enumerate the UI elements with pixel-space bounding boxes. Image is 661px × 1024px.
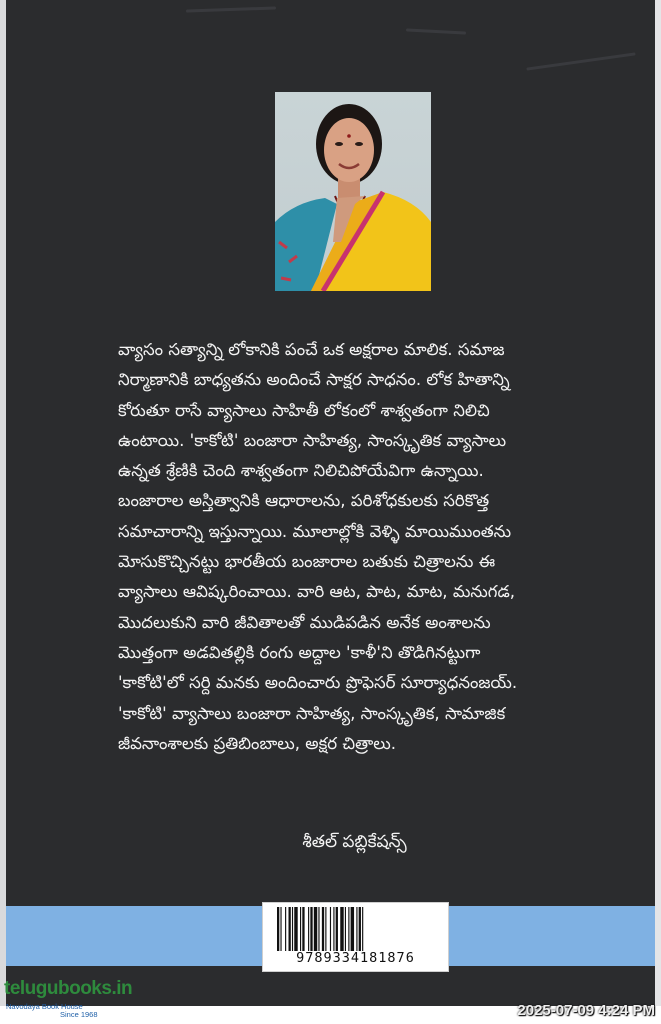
- watermark-since: Since 1968: [60, 1010, 98, 1019]
- barcode-bar: [325, 907, 326, 951]
- cover-scuff: [406, 28, 466, 34]
- blurb-line: జీవనాంశాలకు ప్రతిబింబాలు, అక్షర చిత్రాలు.: [118, 733, 396, 753]
- barcode-bar: [356, 907, 357, 951]
- barcode-bar: [362, 907, 363, 951]
- watermark-name: telugubooks.in: [4, 978, 133, 999]
- barcode-bar: [348, 907, 349, 951]
- blurb-line: 'కాకోటి'లో సర్ది మనకు అందించారు ప్రొఫెసర్ సూర్యాధనంజయ్.: [118, 673, 518, 693]
- cover-scuff: [526, 52, 635, 70]
- barcode-bar: [310, 907, 312, 951]
- photo-timestamp: 2025-07-09 4:24 PM: [517, 1002, 655, 1019]
- barcode-bar: [277, 907, 279, 951]
- page-edge-left: [0, 0, 6, 1006]
- barcode-bar: [336, 907, 338, 951]
- blurb-line: నిర్మాణానికి బాధ్యతను అందించే సాక్షర సాధనం. లోక హితాన్ని: [118, 370, 510, 390]
- blurb-line: వ్యాసం సత్యాన్ని లోకానికి పంచే ఒక అక్షరాల మాలిక. సమాజ: [118, 340, 505, 359]
- blurb-line: 'కాకోటి' వ్యాసాలు బంజారా సాహిత్య, సాంస్కృతిక, సామాజిక: [118, 703, 506, 723]
- blurb-line: బంజారాల అస్తిత్వానికి ఆధారాలను, పరిశోధకులకు సరికొత్త: [118, 491, 490, 511]
- author-photo: [275, 92, 431, 291]
- blurb-line: మొదలుకుని వారి జీవితాలతో ముడిపడిన అనేక అంశాలను: [118, 612, 491, 632]
- barcode-bar: [292, 907, 293, 951]
- barcode-bar: [308, 907, 309, 951]
- barcode-bars: [277, 907, 437, 951]
- barcode-bar: [330, 907, 331, 951]
- store-watermark-logo: [4, 978, 134, 1020]
- barcode-bar: [289, 907, 291, 951]
- blurb-line: మొత్తంగా అడవితల్లికి రంగు అద్దాల 'కాళీ'ని తొడిగినట్టుగా: [118, 642, 481, 662]
- blurb-line: ఉన్నత శ్రేణికి చెంది శాశ్వతంగా నిలిచిపోయేవిగా ఉన్నాయి.: [118, 461, 484, 481]
- barcode-bar: [302, 907, 304, 951]
- blurb-line: సమాచారాన్ని ఇస్తున్నాయి. మూలాల్లోకి వెళ్ళి మాయిముంతను: [118, 521, 512, 541]
- blurb-line: వ్యాసాలు ఆవిష్కరించాయి. వారి ఆట, పాట, మాట, మనుగడ,: [118, 582, 516, 602]
- barcode-bar: [300, 907, 301, 951]
- blurb-line: ఉంటాయి. 'కాకోటి' బంజారా సాహిత్య, సాంస్కృతిక వ్యాసాలు: [118, 430, 507, 450]
- book-back-cover: [6, 0, 655, 1006]
- barcode-bar: [359, 907, 361, 951]
- barcode-bar: [285, 907, 286, 951]
- barcode-bar: [345, 907, 346, 951]
- barcode-bar: [333, 907, 334, 951]
- publisher-name: శీతల్ పబ్లికేషన్స్: [302, 832, 407, 852]
- barcode-bar: [318, 907, 319, 951]
- barcode-bar: [294, 907, 297, 951]
- cover-scuff: [186, 6, 276, 12]
- page-edge-right: [655, 0, 661, 1006]
- isbn-barcode: [262, 902, 449, 972]
- blurb-line: కోరుతూ రాసే వ్యాసాలు సాహితీ లోకంలో శాశ్వతంగా నిలిచి: [118, 400, 490, 420]
- isbn-number: 9789334181876: [296, 950, 415, 966]
- watermark-tagline: Navodaya Book House: [6, 1002, 83, 1011]
- barcode-bar: [351, 907, 354, 951]
- blurb-text: [118, 335, 558, 759]
- barcode-bar: [314, 907, 317, 951]
- barcode-bar: [280, 907, 281, 951]
- blurb-line: మోసుకొచ్చినట్టు భారతీయ బంజారాల బతుకు చిత్రాలను ఈ: [118, 552, 496, 572]
- barcode-bar: [340, 907, 343, 951]
- barcode-bar: [322, 907, 324, 951]
